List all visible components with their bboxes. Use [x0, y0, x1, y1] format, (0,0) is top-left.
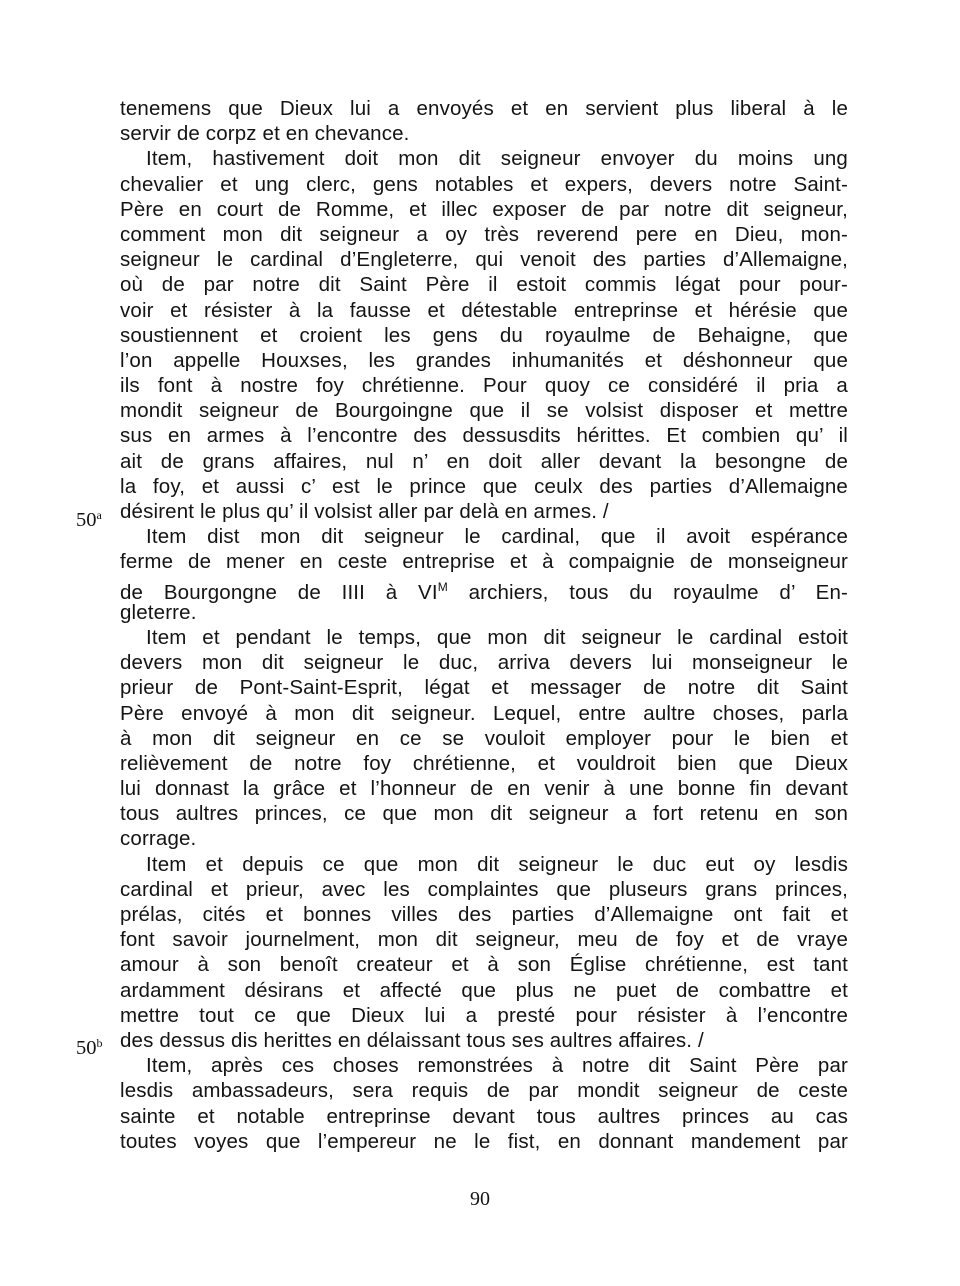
text-line: Père en court de Romme, et illec exposer de par notre dit seigneur,	[120, 197, 848, 221]
line-part: archiers, tous du royaulme d’ En-	[447, 580, 849, 604]
margin-note-50b	[76, 1031, 103, 1061]
text-line: comment mon dit seigneur a oy très reverend pere en Dieu, mon-	[120, 222, 848, 246]
text-line: sainte et notable entreprinse devant tous aultres princes au cas	[120, 1104, 848, 1128]
text-line: la foy, et aussi c’ est le prince que ceulx des parties d’Allemaigne	[120, 474, 848, 498]
text-line: à mon dit seigneur en ce se vouloit employer pour le bien et	[120, 726, 848, 750]
text-line: tous aultres princes, ce que mon dit seigneur a fort retenu en son	[120, 802, 848, 826]
text-line: Item et depuis ce que mon dit seigneur le duc eut oy lesdis	[146, 852, 848, 876]
text-line: relièvement de notre foy chrétienne, et vouldroit bien que Dieux	[120, 751, 848, 775]
margin-note-number: 50	[76, 509, 97, 531]
text-line: ardamment désirans et affecté que plus ne puet de combattre et	[120, 978, 848, 1002]
text-line: chevalier et ung clerc, gens notables et expers, devers notre Saint-	[120, 172, 848, 196]
text-line: Item et pendant le temps, que mon dit seigneur le cardinal estoit	[146, 625, 848, 649]
text-line: corrage.	[120, 827, 197, 851]
text-line: mondit seigneur de Bourgoingne que il se volsist disposer et mettre	[120, 399, 848, 423]
text-line: mettre tout ce que Dieux lui a presté pour résister à l’encontre	[120, 1003, 848, 1027]
margin-note-number: 50	[76, 1037, 97, 1059]
text-line: l’on appelle Houxses, les grandes inhumanités et déshonneur que	[120, 348, 848, 372]
margin-note-letter: b	[96, 1036, 103, 1050]
text-line: ils font à nostre foy chrétienne. Pour quoy ce considéré il pria a	[120, 374, 848, 398]
text-line: seigneur le cardinal d’Engleterre, qui venoit des parties d’Allemaigne,	[120, 248, 848, 272]
text-line: amour à son benoît createur et à son Église chrétienne, est tant	[120, 953, 848, 977]
body-text	[120, 96, 848, 1154]
text-line: lui donnast la grâce et l’honneur de en venir à une bonne fin devant	[120, 777, 848, 801]
text-line: cardinal et prieur, avec les complaintes que pluseurs grans princes,	[120, 877, 848, 901]
text-line: voir et résister à la fausse et détestable entreprinse et hérésie que	[120, 298, 848, 322]
text-line-with-superscript	[120, 575, 849, 604]
margin-note-50a	[76, 503, 102, 533]
text-line: ait de grans affaires, nul n’ en doit aller devant la besongne de	[120, 449, 848, 473]
text-line: soustiennent et croient les gens du royaulme de Behaigne, que	[120, 323, 848, 347]
text-line: où de par notre dit Saint Père il estoit commis légat pour pour-	[120, 273, 848, 297]
text-line: font savoir journelment, mon dit seigneur, meu de foy et de vraye	[120, 928, 848, 952]
margin-note-letter: a	[96, 508, 102, 522]
superscript-m: M	[437, 579, 448, 594]
text-line: Item, hastivement doit mon dit seigneur envoyer du moins ung	[146, 147, 848, 171]
text-line: devers mon dit seigneur le duc, arriva devers lui monseigneur le	[120, 651, 848, 675]
text-line: tenemens que Dieux lui a envoyés et en servient plus liberal à le	[120, 97, 848, 120]
text-line: gleterre.	[120, 600, 197, 624]
text-line: lesdis ambassadeurs, sera requis de par mondit seigneur de ceste	[120, 1079, 848, 1103]
text-line: toutes voyes que l’empereur ne le fist, en donnant mandement par	[120, 1129, 848, 1153]
text-line: Item dist mon dit seigneur le cardinal, que il avoit espérance	[146, 525, 848, 549]
text-line: prieur de Pont-Saint-Esprit, légat et messager de notre dit Saint	[120, 676, 848, 700]
text-line: prélas, cités et bonnes villes des parties d’Allemaigne ont fait et	[120, 903, 848, 926]
line-part: de Bourgongne de IIII à VI	[120, 580, 438, 604]
text-line: servir de corpz et en chevance.	[120, 122, 410, 146]
text-line: ferme de mener en ceste entreprise et à compaignie de monseigneur	[120, 550, 848, 574]
text-line: Père envoyé à mon dit seigneur. Lequel, entre aultre choses, parla	[120, 701, 848, 725]
text-line: Item, après ces choses remonstrées à notre dit Saint Père par	[146, 1054, 848, 1078]
page-number: 90	[470, 1188, 490, 1210]
text-line: désirent le plus qu’ il volsist aller par delà en armes. /	[120, 500, 609, 523]
text-line: des dessus dis herittes en délaissant tous ses aultres affaires. /	[120, 1028, 704, 1052]
text-line: sus en armes à l’encontre des dessusdits hérittes. Et combien qu’ il	[120, 424, 848, 448]
